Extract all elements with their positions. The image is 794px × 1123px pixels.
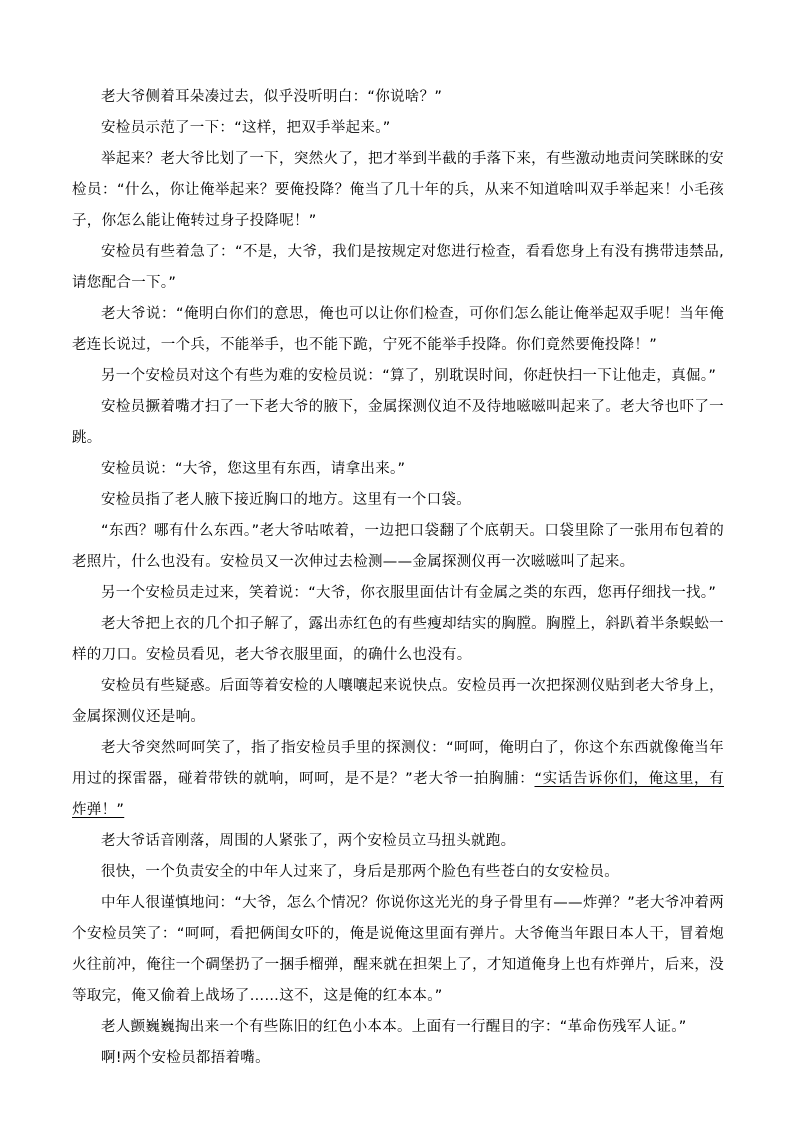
paragraph: 啊!两个安检员都捂着嘴。 (101, 1050, 270, 1066)
paragraph: 安检员有些疑惑。后面等着安检的人嚷嚷起来说快点。安检员再一次把探测仪贴到老大爷身上，金属探测仪还是响。 (72, 678, 724, 725)
paragraph: 安检员撅着嘴才扫了一下老大爷的腋下，金属探测仪迫不及待地嗞嗞叫起来了。老大爷也吓了一跳。 (72, 399, 724, 446)
paragraph: 举起来？老大爷比划了一下，突然火了，把才举到半截的手落下来，有些激动地责问笑眯眯的安检员：“什么，你让俺举起来？要俺投降？俺当了几十年的兵，从来不知道啥叫双手举起来！小毛孩子，你怎么能让俺转过身子投降呢！” (72, 151, 724, 229)
paragraph: 老大爷话音刚落，周围的人紧张了，两个安检员立马扭头就跑。 (101, 833, 516, 849)
paragraph: 中年人很谨慎地问：“大爷，怎么个情况？你说你这光光的身子骨里有——炸弹？”老大爷冲着两个安检员笑了：“呵呵，看把俩闺女吓的，俺是说俺这里面有弹片。大爷俺当年跟日本人干，冒着炮火往前冲，俺往一个碉堡扔了一捆手榴弹，醒来就在担架上了，才知道俺身上也有炸弹片，后来，没等取完，俺又偷着上战场了……这不，这是俺的红本本。” (72, 895, 724, 1004)
document-page (72, 82, 724, 1074)
paragraph: “东西？哪有什么东西。”老大爷咕哝着，一边把口袋翻了个底朝天。口袋里除了一张用布包着的老照片，什么也没有。安检员又一次伸过去检测——金属探测仪再一次嗞嗞叫了起来。 (72, 523, 724, 570)
paragraph: 安检员说：“大爷，您这里有东西，请拿出来。” (101, 461, 406, 477)
paragraph: 另一个安检员对这个有些为难的安检员说：“算了，别耽误时间，你赶快扫一下让他走，真倔。” (101, 368, 717, 384)
paragraph: 老大爷侧着耳朵凑过去，似乎没听明白：“你说啥？” (101, 89, 443, 105)
paragraph: 很快，一个负责安全的中年人过来了，身后是那两个脸色有些苍白的女安检员。 (101, 864, 619, 880)
paragraph-text: 老大爷突然呵呵笑了，指了指安检员手里的探测仪：“呵呵，俺明白了，你这个东西就像俺当年用过的探雷器，碰着带铁的就响，呵呵，是不是？”老大爷一拍胸脯： (72, 740, 724, 787)
underlined-quote: “实话告诉你们，俺这里，有炸弹！” (72, 771, 725, 818)
paragraph: 老大爷说：“俺明白你们的意思，俺也可以让你们检查，可你们怎么能让俺举起双手呢！当年俺老连长说过，一个兵，不能举手，也不能下跪，宁死不能举手投降。你们竟然要俺投降！” (72, 306, 724, 353)
paragraph: 老大爷把上衣的几个扣子解了，露出赤红色的有些瘦却结实的胸膛。胸膛上，斜趴着半条蜈蚣一样的刀口。安检员看见，老大爷衣服里面，的确什么也没有。 (72, 616, 724, 663)
paragraph: 另一个安检员走过来，笑着说：“大爷，你衣服里面估计有金属之类的东西，您再仔细找一找。” (101, 585, 717, 601)
paragraph-with-underline (72, 733, 724, 826)
paragraph: 老人颤巍巍掏出来一个有些陈旧的红色小本本。上面有一行醒目的字：“革命伤残军人证。” (101, 1019, 687, 1035)
paragraph: 安检员有些着急了：“不是，大爷，我们是按规定对您进行检查，看看您身上有没有携带违禁品,请您配合一下。” (72, 244, 724, 291)
paragraph: 安检员示范了一下：“这样，把双手举起来。” (101, 120, 391, 136)
paragraph: 安检员指了老人腋下接近胸口的地方。这里有一个口袋。 (101, 492, 471, 508)
